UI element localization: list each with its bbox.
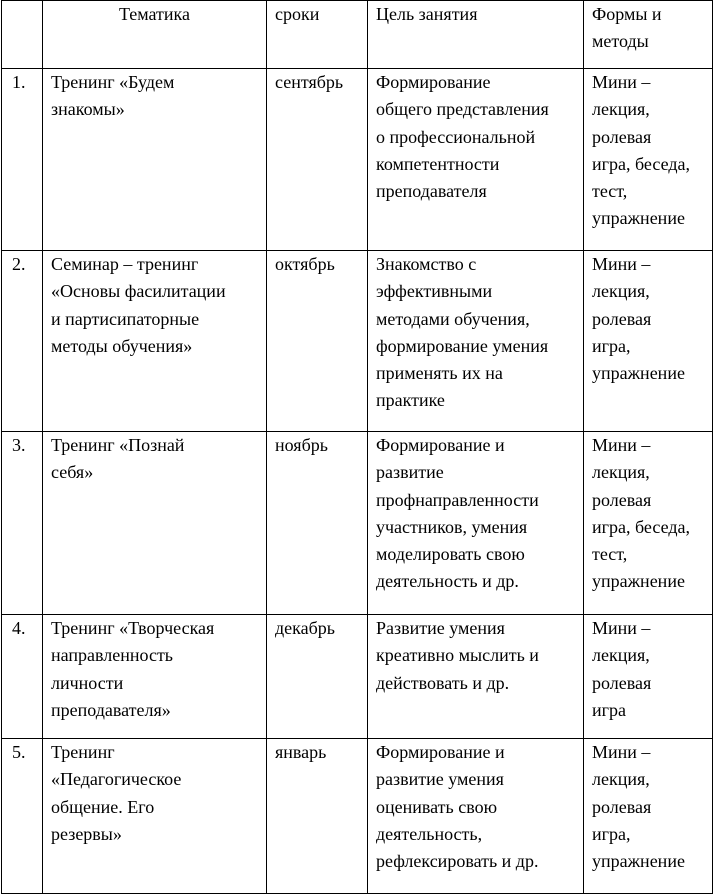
goal-cell-line: моделировать свою	[376, 544, 525, 565]
topic-cell	[43, 615, 267, 739]
topic-cell-line: методы обучения»	[51, 335, 193, 356]
terms-cell: сентябрь	[267, 69, 368, 251]
forms-cell-line: Мини –	[592, 254, 651, 274]
goal-cell-line: развитие	[376, 462, 444, 483]
goal-cell-line: о профессиональной	[376, 126, 536, 147]
forms-cell-line: Мини –	[592, 742, 651, 762]
topic-cell-line: Тренинг	[51, 742, 115, 762]
goal-cell-line: рефлексировать и др.	[376, 851, 539, 872]
table-row	[2, 432, 713, 615]
topic-cell-line: знакомы»	[51, 99, 125, 120]
forms-cell-line: лекция,	[592, 281, 650, 302]
goal-cell-line: Формирование и	[376, 742, 505, 762]
forms-cell-line: тест,	[592, 181, 628, 202]
topic-cell	[43, 432, 267, 615]
forms-cell-line: Мини –	[592, 435, 651, 455]
goal-cell-line: деятельность и др.	[376, 571, 519, 592]
forms-cell-line: игра,	[592, 335, 631, 356]
header-goal: Цель занятия	[368, 1, 584, 69]
goal-cell-line: действовать и др.	[376, 672, 510, 693]
header-number	[2, 1, 43, 69]
terms-cell: ноябрь	[267, 432, 368, 615]
goal-cell-line: деятельность,	[376, 823, 483, 844]
row-number-cell: 5.	[2, 739, 43, 894]
topic-cell-line: и партисипаторные	[51, 308, 200, 329]
goal-cell-line: Формирование	[376, 72, 491, 92]
forms-cell-line: упражнение	[592, 208, 685, 229]
row-number-cell: 2.	[2, 251, 43, 432]
topic-cell-line: общение. Его	[51, 796, 155, 817]
goal-cell-line: развитие умения	[376, 769, 504, 790]
forms-cell-line: тест,	[592, 544, 628, 565]
table-row	[2, 251, 713, 432]
topic-cell	[43, 251, 267, 432]
forms-cell	[584, 251, 713, 432]
forms-cell-line: лекция,	[592, 645, 650, 666]
terms-cell: декабрь	[267, 615, 368, 739]
forms-cell-line: Мини –	[592, 618, 651, 638]
header-terms: сроки	[267, 1, 368, 69]
terms-cell: январь	[267, 739, 368, 894]
forms-cell-line: лекция,	[592, 462, 650, 483]
topic-cell-line: направленность	[51, 645, 174, 666]
header-forms	[584, 1, 713, 69]
header-forms-line: Формы и	[592, 4, 662, 24]
topic-cell-line: Семинар – тренинг	[51, 254, 199, 274]
forms-cell-line: упражнение	[592, 851, 685, 872]
goal-cell	[368, 615, 584, 739]
forms-cell-line: игра, беседа,	[592, 153, 690, 174]
goal-cell-line: эффективными	[376, 281, 493, 302]
forms-cell-line: упражнение	[592, 571, 685, 592]
goal-cell-line: профнаправленности	[376, 489, 539, 510]
goal-cell-line: участников, умения	[376, 516, 528, 537]
forms-cell	[584, 739, 713, 894]
goal-cell-line: Знакомство с	[376, 254, 477, 274]
goal-cell	[368, 251, 584, 432]
goal-cell-line: преподавателя	[376, 181, 487, 202]
forms-cell-line: лекция,	[592, 769, 650, 790]
topic-cell	[43, 69, 267, 251]
topic-cell	[43, 739, 267, 894]
topic-cell-line: Тренинг «Творческая	[51, 618, 215, 638]
forms-cell-line: ролевая	[592, 672, 652, 693]
goal-cell-line: Развитие умения	[376, 618, 505, 638]
topic-cell-line: личности	[51, 672, 124, 693]
forms-cell-line: ролевая	[592, 308, 652, 329]
topic-cell-line: Тренинг «Будем	[51, 72, 175, 92]
forms-cell-line: Мини –	[592, 72, 651, 92]
goal-cell-line: общего представления	[376, 99, 549, 120]
forms-cell	[584, 69, 713, 251]
topic-cell-line: «Педагогическое	[51, 769, 182, 790]
goal-cell-line: методами обучения,	[376, 308, 530, 329]
forms-cell-line: ролевая	[592, 796, 652, 817]
goal-cell	[368, 739, 584, 894]
header-forms-line: методы	[592, 31, 649, 52]
row-number-cell: 1.	[2, 69, 43, 251]
topic-cell-line: Тренинг «Познай	[51, 435, 185, 455]
goal-cell-line: практике	[376, 390, 445, 411]
forms-cell-line: упражнение	[592, 363, 685, 384]
topic-cell-line: себя»	[51, 462, 94, 483]
goal-cell-line: применять их на	[376, 363, 503, 384]
goal-cell-line: компетентности	[376, 153, 500, 174]
topic-cell-line: резервы»	[51, 823, 122, 844]
forms-cell-line: лекция,	[592, 99, 650, 120]
goal-cell-line: Формирование и	[376, 435, 505, 455]
table-row	[2, 739, 713, 894]
training-schedule-table	[1, 0, 713, 894]
goal-cell-line: формирование умения	[376, 335, 549, 356]
row-number-cell: 3.	[2, 432, 43, 615]
goal-cell-line: оценивать свою	[376, 796, 498, 817]
topic-cell-line: преподавателя»	[51, 699, 171, 720]
terms-cell: октябрь	[267, 251, 368, 432]
table-row	[2, 69, 713, 251]
forms-cell	[584, 432, 713, 615]
forms-cell-line: ролевая	[592, 126, 652, 147]
table-row	[2, 615, 713, 739]
goal-cell	[368, 69, 584, 251]
goal-cell	[368, 432, 584, 615]
row-number-cell: 4.	[2, 615, 43, 739]
forms-cell-line: игра,	[592, 823, 631, 844]
header-row	[2, 1, 713, 69]
header-topic: Тематика	[43, 1, 267, 69]
forms-cell-line: игра	[592, 699, 627, 720]
topic-cell-line: «Основы фасилитации	[51, 281, 226, 302]
forms-cell-line: игра, беседа,	[592, 516, 690, 537]
forms-cell-line: ролевая	[592, 489, 652, 510]
forms-cell	[584, 615, 713, 739]
goal-cell-line: креативно мыслить и	[376, 645, 539, 666]
